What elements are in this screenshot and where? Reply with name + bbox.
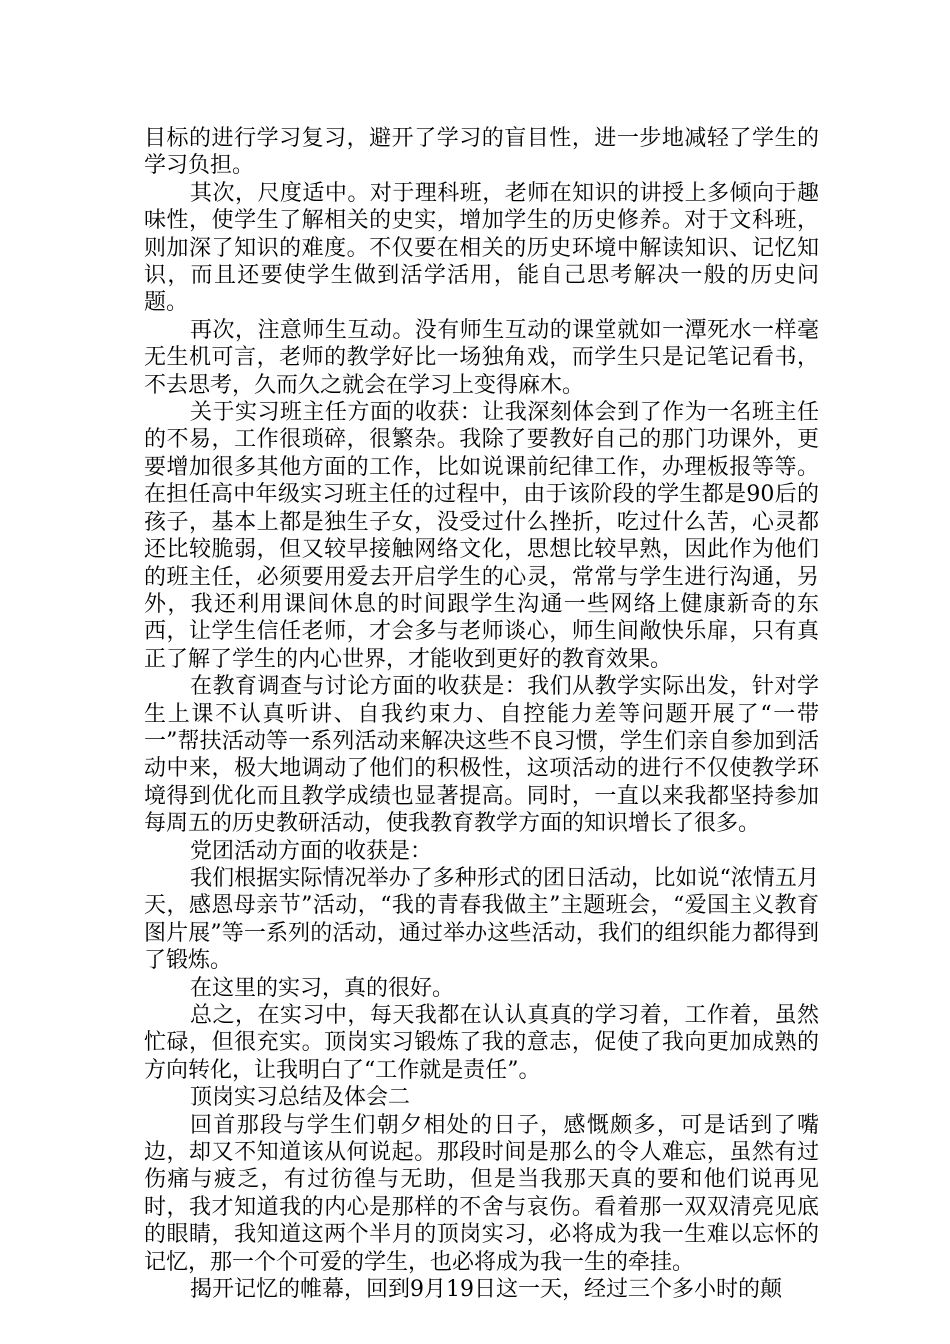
paragraph-4: 关于实习班主任方面的收获：让我深刻体会到了作为一名班主任的不易，工作很琐碎，很繁杂。我除了要教好自己的那门功课外，更要增加很多其他方面的工作，比如说课前纪律工作，办理板报等等。在担任高中年级实习班主任的过程中，由于该阶段的学生都是90后的孩子，基本上都是独生子女，没受过什么挫折，吃过什么苦，心灵都还比较脆弱，但又较早接触网络文化，思想比较早熟，因此作为他们的班主任，必须要用爱去开启学生的心灵，常常与学生进行沟通，另外，我还利用课间休息的时间跟学生沟通一些网络上健康新奇的东西，让学生信任老师，才会多与老师谈心，师生间敞快乐扉，只有真正了解了学生的内心世界，才能收到更好的教育效果。 — [144, 400, 819, 672]
paragraph-6: 党团活动方面的收获是： — [190, 838, 433, 864]
paragraph-5: 在教育调查与讨论方面的收获是：我们从教学实际出发，针对学生上课不认真听讲、自我约束力、自控能力差等问题开展了“一带一”帮扶活动等一系列活动来解决这些不良习惯，学生们亲自参加到活动中来，极大地调动了他们的积极性，这项活动的进行不仅使教学环境得到优化而且教学成绩也显著提高。同时，一直以来我都坚持参加每周五的历史教研活动，使我教育教学方面的知识增长了很多。 — [144, 674, 819, 837]
paragraph-11: 揭开记忆的帷幕，回到9月19日这一天，经过三个多小时的颠 — [190, 1277, 782, 1303]
paragraph-10: 回首那段与学生们朝夕相处的日子，感慨颇多，可是话到了嘴边，却又不知道该从何说起。那段时间是那么的令人难忘，虽然有过伤痛与疲乏，有过彷徨与无助，但是当我那天真的要和他们说再见时，我才知道我的内心是那样的不舍与哀伤。看着那一双双清亮见底的眼睛，我知道这两个半月的顶岗实习，必将成为我一生难以忘怀的记忆，那一个个可爱的学生，也必将成为我一生的牵挂。 — [144, 1112, 819, 1275]
paragraph-2: 其次，尺度适中。对于理科班，老师在知识的讲授上多倾向于趣味性，使学生了解相关的史实，增加学生的历史修养。对于文科班，则加深了知识的难度。不仅要在相关的历史环境中解读知识、记忆知识，而且还要使学生做到活学活用，能自己思考解决一般的历史问题。 — [144, 180, 819, 316]
paragraph-1: 目标的进行学习复习，避开了学习的盲目性，进一步地减轻了学生的学习负担。 — [144, 126, 819, 179]
document-body — [144, 125, 819, 1303]
paragraph-9: 总之，在实习中，每天我都在认认真真的学习着，工作着，虽然忙碌，但很充实。顶岗实习锻炼了我的意志，促使了我向更加成熟的方向转化，让我明白了“工作就是责任”。 — [144, 1003, 819, 1083]
paragraph-3: 再次，注意师生互动。没有师生互动的课堂就如一潭死水一样毫无生机可言，老师的教学好比一场独角戏，而学生只是记笔记看书，不去思考，久而久之就会在学习上变得麻木。 — [144, 317, 819, 398]
paragraph-8: 在这里的实习，真的很好。 — [190, 975, 455, 1001]
section-heading: 顶岗实习总结及体会二 — [190, 1085, 411, 1111]
paragraph-7: 我们根据实际情况举办了多种形式的团日活动，比如说“浓情五月天，感恩母亲节”活动，“我的青春我做主”主题班会，“爱国主义教育图片展”等一系列的活动，通过举办这些活动，我们的组织能力都得到了锻炼。 — [144, 865, 819, 974]
